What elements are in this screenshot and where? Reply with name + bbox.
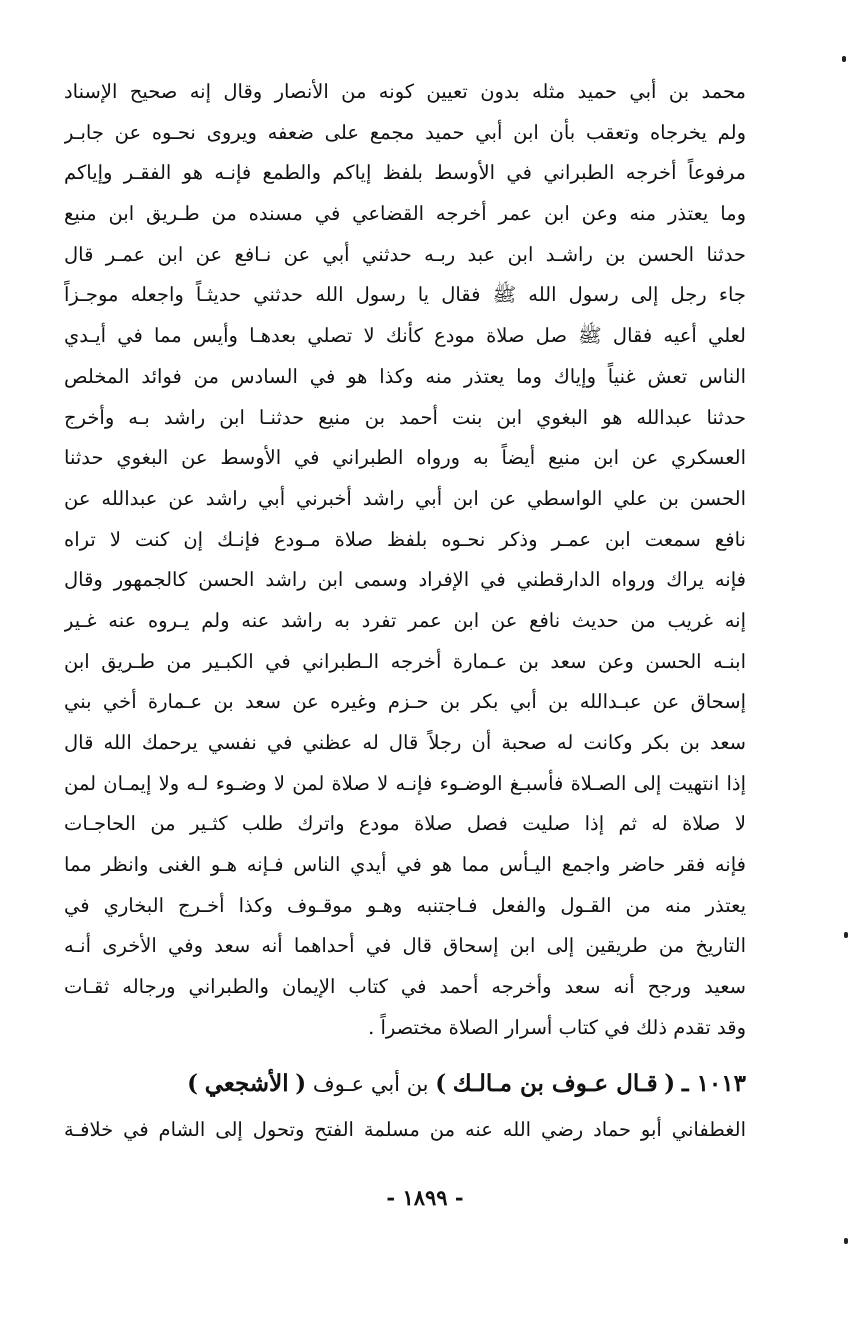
entry-title-line [64,1060,746,1108]
text-line: فإنه فقر حاضر واجمع اليـأس مما هو في أيدي الناس فـإنه هـو الغنى وانظر مما [64,853,746,877]
entry-nisba: الأشجعي [204,1070,289,1097]
text-line: نافع سمعت ابن عمـر وذكر نحـوه بلفظ صلاة مـودع فإنـك إن كنت لا تراه [64,527,746,551]
text-line: مرفوعاً أخرجه الطبراني في الأوسط بلفظ إياكم والطمع فإنـه هو الفقـر وإياكم [64,161,746,185]
text-line: ولم يخرجاه وتعقب بأن ابن أبي حميد مجمع على ضعفه ويروى نحـوه عن جابـر [64,120,746,144]
open-paren: ( [295,1070,307,1097]
text-line: الناس تعش غنياً وإياك وما يعتذر منه وكذا هو في السادس من فوائد المخلص [64,364,746,388]
text-line: إذا انتهيت إلى الصـلاة فأسبـغ الوضـوء فإنـه لا صلاة لمن لا وضـوء لـه ولا إيمـان لمن [64,771,746,795]
close-paren: ) [435,1070,447,1097]
text-line: وما يعتذر منه وعن ابن عمر أخرجه القضاعي في مسنده من طـريق ابن منيع [64,202,746,226]
text-line: إنه غريب من حديث نافع عن ابن عمر تفرد به راشد عنه ولم يـروه عنه غـير [64,608,746,632]
margin-mark [842,56,846,62]
body-text [64,72,746,1049]
open-paren: ( [664,1070,676,1097]
text-line: سعيد ورجح أنه سعد وأخرجه أحمد في كتاب الإيمان والطبراني ورجاله ثقـات [64,975,746,999]
text-line: يعتذر منه من القـول والفعل فـاجتنبه وهـو موقـوف وكذا أخـرج البخاري في [64,893,746,917]
text-line: فإنه يراك ورواه الدارقطني في الإفراد وسمى ابن راشد الحسن كالجمهور وقال [64,568,746,592]
entry-lineage: بن أبي عـوف [312,1072,429,1096]
text-line: جاء رجل إلى رسول الله ﷺ فقال يا رسول الله حدثني حديثـاً واجعله موجـزاً [64,283,746,307]
text-line: لعلي أعيه فقال ﷺ صل صلاة مودع كأنك لا تصلي بعدهـا وأيس مما في أيـدي [64,324,746,348]
text-line: ابنـه الحسن وعن سعد بن عـمارة أخرجه الـطبراني في الكبـير من طـريق ابن [64,649,746,673]
text-line: إسحاق عن عبـدالله بن أبي بكر بن حـزم وغيره عن سعد بن عـمارة أخي بني [64,690,746,714]
entry-continuation: الغطفاني أبو حماد رضي الله عنه من مسلمة الفتح وتحول إلى الشام في خلافـة [64,1118,746,1141]
text-line: لا صلاة له ثم إذا صليت فصل صلاة مودع واترك طلب كثـير من الحاجـات [64,812,746,836]
margin-mark [844,1238,848,1244]
text-line: العسكري عن ابن منيع أيضاً به ورواه الطبراني في الأوسط عن البغوي حدثنا [64,446,746,470]
close-paren: ) [187,1070,198,1097]
text-line: الحسن بن علي الواسطي عن ابن أبي راشد أخبرني أبي راشد عن عبدالله عن [64,486,746,510]
text-line: سعد بن بكر وكانت له صحبة أن رجلاً قال له عظني في نفسي يرحمك الله قال [64,731,746,754]
text-line: وقد تقدم ذلك في كتاب أسرار الصلاة مختصراً . [368,1015,746,1039]
text-line: حدثنا الحسن بن راشـد ابن عبد ربـه حدثني أبي عن نـافع عن ابن عمـر قال [64,242,746,266]
text-line: التاريخ من طريقين إلى ابن إسحاق قال في أحداهما أنه سعد وفي الأخرى أنـه [64,934,746,958]
entry-quoted-name: قـال عـوف بن مـالـك [452,1070,658,1097]
text-line: حدثنا عبدالله هو البغوي ابن بنت أحمد بن منيع حدثنـا ابن راشد بـه وأخرج [64,405,746,429]
margin-mark [844,932,848,938]
page-number: - ١٨٩٩ - [386,1185,464,1210]
entry-number: ١٠١٣ ـ [681,1070,746,1097]
text-line: محمد بن أبي حميد مثله بدون تعيين كونه من الأنصار وقال إنه صحيح الإسناد [64,80,746,103]
entry-heading [64,1060,746,1152]
